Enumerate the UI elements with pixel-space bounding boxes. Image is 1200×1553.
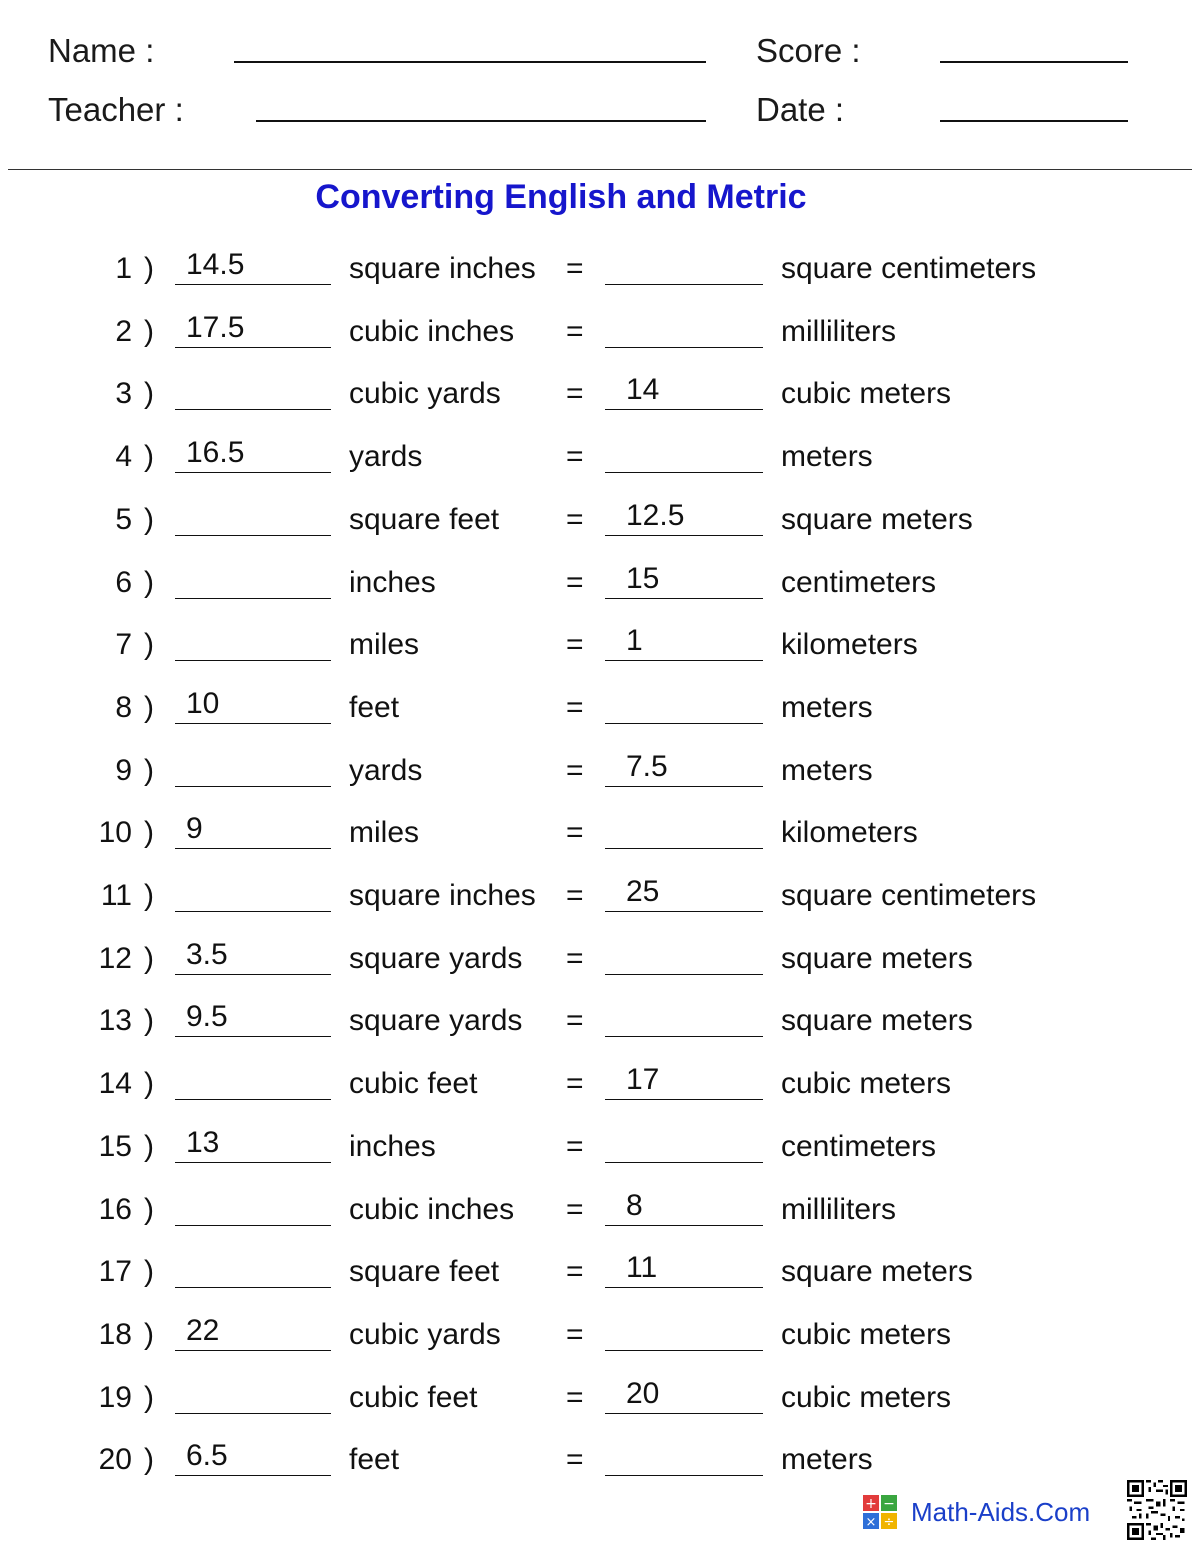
- worksheet-title: Converting English and Metric: [315, 178, 807, 216]
- answer-blank-right[interactable]: [605, 1036, 763, 1037]
- problem-number: 2: [115, 314, 132, 348]
- equals-sign: =: [566, 1317, 584, 1351]
- unit-right: centimeters: [781, 565, 937, 599]
- problem-paren: ): [144, 440, 154, 474]
- equals-sign: =: [566, 941, 584, 975]
- unit-left: inches: [349, 1129, 436, 1163]
- header-divider: [8, 169, 1192, 170]
- unit-left: cubic feet: [349, 1380, 478, 1414]
- answer-blank-left[interactable]: [175, 660, 331, 661]
- answer-blank-right[interactable]: [605, 535, 763, 536]
- answer-blank-right[interactable]: [605, 1475, 763, 1476]
- unit-right: square meters: [781, 1255, 973, 1289]
- problem-row: [0, 871, 1200, 911]
- given-value-left: 17.5: [186, 310, 245, 344]
- problem-paren: ): [144, 1443, 154, 1477]
- problem-number: 8: [115, 690, 132, 724]
- problem-paren: ): [144, 377, 154, 411]
- equals-sign: =: [566, 1192, 584, 1226]
- problem-row: [0, 1373, 1200, 1413]
- problem-paren: ): [144, 314, 154, 348]
- problem-number: 13: [98, 1004, 132, 1038]
- problem-row: [0, 1247, 1200, 1287]
- answer-blank-left[interactable]: [175, 1099, 331, 1100]
- problem-paren: ): [144, 816, 154, 850]
- problem-row: [0, 620, 1200, 660]
- answer-blank-right[interactable]: [605, 848, 763, 849]
- problem-row: [0, 996, 1200, 1036]
- answer-blank-left[interactable]: [175, 535, 331, 536]
- problem-row: [0, 432, 1200, 472]
- problem-paren: ): [144, 753, 154, 787]
- unit-left: cubic yards: [349, 1317, 501, 1351]
- answer-blank-right[interactable]: [605, 284, 763, 285]
- answer-blank-left[interactable]: [175, 1225, 331, 1226]
- problem-row: [0, 1185, 1200, 1225]
- unit-right: cubic meters: [781, 1317, 952, 1351]
- problem-row: [0, 1059, 1200, 1099]
- problem-number: 18: [98, 1317, 132, 1351]
- answer-blank-right[interactable]: [605, 472, 763, 473]
- unit-right: meters: [781, 1443, 873, 1477]
- problem-row: [0, 683, 1200, 723]
- problem-paren: ): [144, 1004, 154, 1038]
- given-value-right: 20: [626, 1376, 660, 1410]
- problem-number: 7: [115, 628, 132, 662]
- given-value-left: 14.5: [186, 248, 245, 281]
- problem-number: 19: [98, 1380, 132, 1414]
- equals-sign: =: [566, 1129, 584, 1163]
- unit-left: square yards: [349, 1004, 523, 1038]
- problem-paren: ): [144, 252, 154, 285]
- answer-blank-left[interactable]: [175, 472, 331, 473]
- answer-blank-left[interactable]: [175, 1475, 331, 1476]
- unit-right: square meters: [781, 1004, 973, 1038]
- unit-left: square feet: [349, 502, 500, 536]
- equals-sign: =: [566, 502, 584, 536]
- problem-number: 20: [98, 1443, 132, 1477]
- answer-blank-left[interactable]: [175, 911, 331, 912]
- given-value-left: 9: [186, 812, 203, 846]
- problem-number: 17: [98, 1255, 132, 1289]
- problem-row: [0, 244, 1200, 284]
- equals-sign: =: [566, 377, 584, 411]
- answer-blank-left[interactable]: [175, 1413, 331, 1414]
- teacher-label: Teacher :: [48, 91, 184, 128]
- problem-number: 9: [115, 753, 132, 787]
- answer-blank-left[interactable]: [175, 598, 331, 599]
- problem-row: [0, 1310, 1200, 1350]
- equals-sign: =: [566, 1067, 584, 1101]
- given-value-right: 12.5: [626, 498, 685, 532]
- qr-code-icon: [1127, 1480, 1187, 1540]
- given-value-left: 22: [186, 1313, 220, 1347]
- answer-blank-right[interactable]: [605, 347, 763, 348]
- answer-blank-right[interactable]: [605, 409, 763, 410]
- name-label: Name :: [48, 32, 155, 69]
- problem-number: 12: [98, 941, 132, 975]
- problem-number: 3: [115, 377, 132, 411]
- unit-right: cubic meters: [781, 377, 952, 411]
- unit-right: kilometers: [781, 628, 918, 662]
- answer-blank-right[interactable]: [605, 1413, 763, 1414]
- given-value-right: 7.5: [626, 749, 668, 783]
- answer-blank-right[interactable]: [605, 723, 763, 724]
- unit-right: milliliters: [781, 314, 896, 348]
- equals-sign: =: [566, 628, 584, 662]
- problem-row: [0, 369, 1200, 409]
- problem-paren: ): [144, 941, 154, 975]
- problem-number: 11: [100, 879, 132, 912]
- unit-left: cubic inches: [349, 1192, 515, 1226]
- calculator-icon: [862, 1494, 898, 1530]
- score-label: Score :: [756, 32, 861, 69]
- given-value-right: 25: [626, 875, 660, 908]
- unit-left: yards: [349, 753, 423, 787]
- problem-number: 5: [115, 502, 132, 536]
- equals-sign: =: [566, 252, 584, 285]
- unit-right: meters: [781, 440, 873, 474]
- unit-right: cubic meters: [781, 1067, 952, 1101]
- given-value-right: 14: [626, 373, 660, 407]
- problem-paren: ): [144, 1317, 154, 1351]
- score-field[interactable]: [940, 61, 1128, 63]
- unit-right: meters: [781, 753, 873, 787]
- given-value-left: 16.5: [186, 436, 245, 470]
- footer-site-link[interactable]: Math-Aids.Com: [911, 1497, 1091, 1527]
- date-field[interactable]: [940, 120, 1128, 122]
- given-value-left: 10: [186, 686, 220, 720]
- given-value-left: 3.5: [186, 937, 228, 971]
- given-value-left: 9.5: [186, 1000, 228, 1034]
- problem-paren: ): [144, 565, 154, 599]
- problem-row: [0, 495, 1200, 535]
- svg-text:+: +: [865, 1496, 877, 1512]
- equals-sign: =: [566, 690, 584, 724]
- unit-right: cubic meters: [781, 1380, 952, 1414]
- problem-row: [0, 1122, 1200, 1162]
- unit-left: feet: [349, 690, 400, 724]
- problem-number: 1: [115, 252, 132, 285]
- equals-sign: =: [566, 879, 584, 912]
- answer-blank-right[interactable]: [605, 911, 763, 912]
- name-field[interactable]: [234, 61, 706, 63]
- unit-right: kilometers: [781, 816, 918, 850]
- answer-blank-left[interactable]: [175, 1287, 331, 1288]
- unit-left: square inches: [349, 252, 536, 285]
- answer-blank-left[interactable]: [175, 347, 331, 348]
- unit-left: cubic inches: [349, 314, 515, 348]
- answer-blank-right[interactable]: [605, 1099, 763, 1100]
- answer-blank-right[interactable]: [605, 1162, 763, 1163]
- unit-left: square yards: [349, 941, 523, 975]
- given-value-right: 11: [626, 1251, 658, 1285]
- equals-sign: =: [566, 1380, 584, 1414]
- problem-paren: ): [144, 1380, 154, 1414]
- answer-blank-right[interactable]: [605, 1287, 763, 1288]
- answer-blank-left[interactable]: [175, 1036, 331, 1037]
- answer-blank-right[interactable]: [605, 1225, 763, 1226]
- problem-number: 14: [98, 1067, 132, 1101]
- unit-right: milliliters: [781, 1192, 896, 1226]
- answer-blank-left[interactable]: [175, 1162, 331, 1163]
- answer-blank-left[interactable]: [175, 974, 331, 975]
- problem-paren: ): [144, 628, 154, 662]
- answer-blank-left[interactable]: [175, 723, 331, 724]
- unit-right: square meters: [781, 502, 973, 536]
- answer-blank-left[interactable]: [175, 848, 331, 849]
- answer-blank-right[interactable]: [605, 660, 763, 661]
- problem-number: 6: [115, 565, 132, 599]
- problem-paren: ): [144, 502, 154, 536]
- answer-blank-right[interactable]: [605, 974, 763, 975]
- equals-sign: =: [566, 1255, 584, 1289]
- unit-left: yards: [349, 440, 423, 474]
- answer-blank-left[interactable]: [175, 786, 331, 787]
- answer-blank-right[interactable]: [605, 786, 763, 787]
- unit-left: feet: [349, 1443, 400, 1477]
- unit-left: miles: [349, 628, 420, 662]
- unit-left: square feet: [349, 1255, 500, 1289]
- date-label: Date :: [756, 91, 845, 128]
- problem-paren: ): [144, 690, 154, 724]
- answer-blank-left[interactable]: [175, 284, 331, 285]
- equals-sign: =: [566, 565, 584, 599]
- problem-number: 10: [98, 816, 132, 850]
- problem-paren: ): [144, 1192, 154, 1226]
- problem-paren: ): [144, 1067, 154, 1101]
- answer-blank-left[interactable]: [175, 1350, 331, 1351]
- problem-row: [0, 934, 1200, 974]
- svg-text:×: ×: [865, 1515, 877, 1530]
- unit-right: square centimeters: [781, 252, 1037, 285]
- equals-sign: =: [566, 753, 584, 787]
- given-value-left: 6.5: [186, 1439, 228, 1473]
- problem-number: 4: [115, 440, 132, 474]
- svg-text:÷: ÷: [883, 1515, 895, 1530]
- given-value-left: 13: [186, 1125, 220, 1159]
- problem-row: [0, 307, 1200, 347]
- problem-paren: ): [144, 879, 154, 912]
- problem-paren: ): [144, 1255, 154, 1289]
- problem-row: [0, 558, 1200, 598]
- equals-sign: =: [566, 314, 584, 348]
- answer-blank-left[interactable]: [175, 409, 331, 410]
- given-value-right: 15: [626, 561, 660, 595]
- equals-sign: =: [566, 1004, 584, 1038]
- unit-left: cubic feet: [349, 1067, 478, 1101]
- problem-number: 15: [98, 1129, 132, 1163]
- unit-right: square centimeters: [781, 879, 1037, 912]
- problem-paren: ): [144, 1129, 154, 1163]
- given-value-right: 8: [626, 1188, 643, 1222]
- unit-right: centimeters: [781, 1129, 937, 1163]
- given-value-right: 17: [626, 1063, 660, 1097]
- equals-sign: =: [566, 816, 584, 850]
- unit-left: square inches: [349, 879, 536, 912]
- problem-row: [0, 1435, 1200, 1475]
- problem-number: 16: [98, 1192, 132, 1226]
- svg-text:−: −: [883, 1496, 895, 1512]
- equals-sign: =: [566, 1443, 584, 1477]
- answer-blank-right[interactable]: [605, 1350, 763, 1351]
- problem-row: [0, 746, 1200, 786]
- unit-left: cubic yards: [349, 377, 501, 411]
- unit-left: inches: [349, 565, 436, 599]
- unit-left: miles: [349, 816, 420, 850]
- problem-row: [0, 808, 1200, 848]
- unit-right: square meters: [781, 941, 973, 975]
- teacher-field[interactable]: [256, 120, 706, 122]
- given-value-right: 1: [626, 624, 643, 658]
- unit-right: meters: [781, 690, 873, 724]
- answer-blank-right[interactable]: [605, 598, 763, 599]
- equals-sign: =: [566, 440, 584, 474]
